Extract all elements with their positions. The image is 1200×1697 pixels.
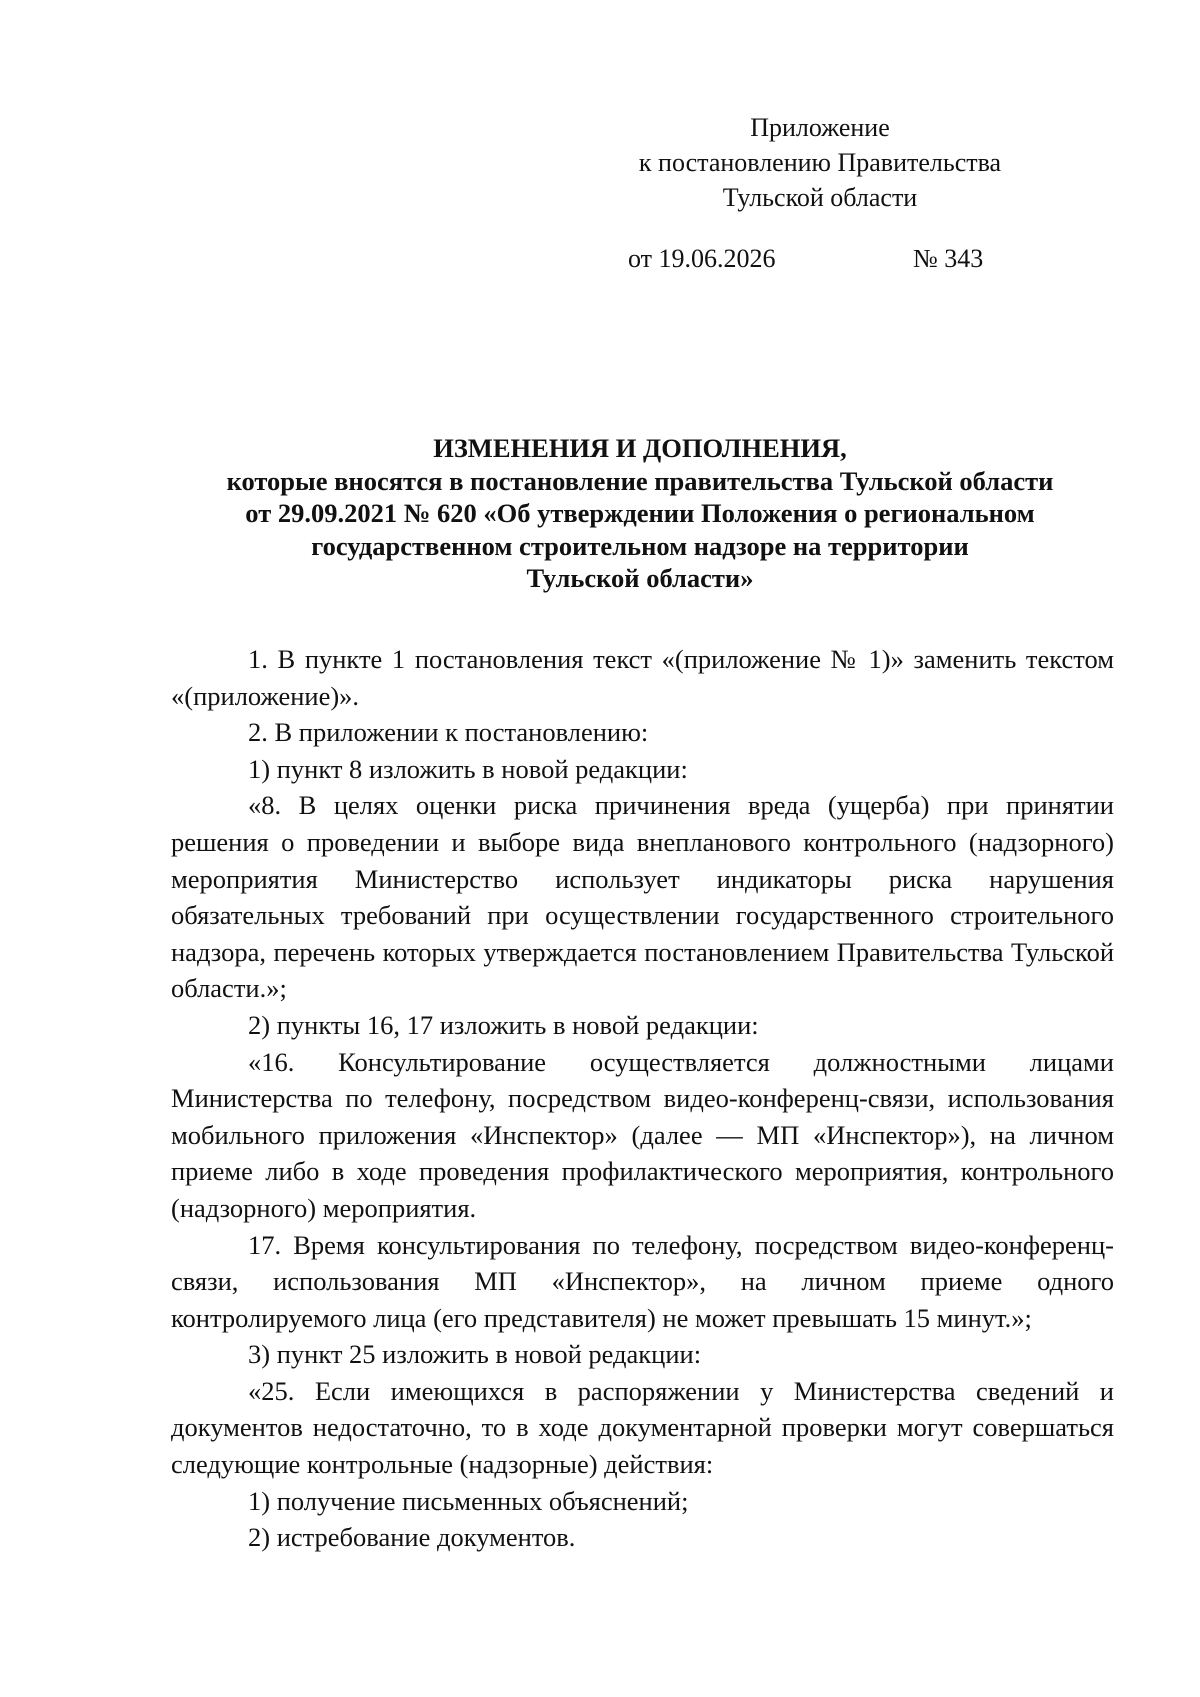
title-line-3: от 29.09.2021 № 620 «Об утверждении Положения о региональном xyxy=(245,498,1035,528)
paragraph-item-2: 2. В приложении к постановлению: xyxy=(248,717,649,748)
resolution-number: № 343 xyxy=(913,244,984,273)
paragraph-point-17: 17. Время консультирования по телефону, посредством видео-конференц-связи, использования МП «Инспектор», на личном приеме одного контролируемого лица (его представителя) не может превышать 15 минут.»; xyxy=(171,1229,1114,1333)
paragraph-action-1: 1) получение письменных объяснений; xyxy=(248,1485,689,1516)
document-body xyxy=(171,641,1114,1556)
paragraph-subitem-2: 2) пункты 16, 17 изложить в новой редакции: xyxy=(248,1009,759,1040)
title-line-1: ИЗМЕНЕНИЯ И ДОПОЛНЕНИЯ, xyxy=(433,433,847,463)
appendix-resolution-ref: к постановлению Правительства xyxy=(638,148,1002,177)
title-line-4: государственном строительном надзоре на территории xyxy=(311,530,969,561)
appendix-label: Приложение xyxy=(750,113,890,142)
appendix-region: Тульской области xyxy=(722,183,918,212)
paragraph-item-1: 1. В пункте 1 постановления текст «(приложение № 1)» заменить текстом «(приложение)». xyxy=(171,644,1114,711)
paragraph-point-25: «25. Если имеющихся в распоряжении у Министерства сведений и документов недостаточно, то в ходе документарной проверки могут совершаться следующие контрольные (надзорные) действия: xyxy=(171,1375,1114,1480)
resolution-date: от 19.06.2026 xyxy=(628,244,776,273)
document-title xyxy=(160,432,1120,595)
paragraph-action-2: 2) истребование документов. xyxy=(248,1522,576,1553)
appendix-header xyxy=(600,110,1040,215)
paragraph-subitem-3: 3) пункт 25 изложить в новой редакции: xyxy=(248,1339,702,1370)
paragraph-point-8: «8. В целях оценки риска причинения вреда (ущерба) при принятии решения о проведении и выборе вида внепланового контрольного (надзорного) мероприятия Министерство использует индикаторы риска нарушения обязательных требований при осуществлении государственного строительного надзора, перечень которых утверждается постановлением Правительства Тульской области.»; xyxy=(171,790,1114,1004)
paragraph-subitem-1: 1) пункт 8 изложить в новой редакции: xyxy=(248,753,688,784)
title-line-5: Тульской области» xyxy=(526,563,754,593)
paragraph-point-16: «16. Консультирование осуществляется должностными лицами Министерства по телефону, посредством видео-конференц-связи, использования мобильного приложения «Инспектор» (далее — МП «Инспектор»), на личном приеме либо в ходе проведения профилактического мероприятия, контрольного (надзорного) мероприятия. xyxy=(171,1046,1114,1223)
title-line-2: которые вносятся в постановление правительства Тульской области xyxy=(226,465,1054,496)
